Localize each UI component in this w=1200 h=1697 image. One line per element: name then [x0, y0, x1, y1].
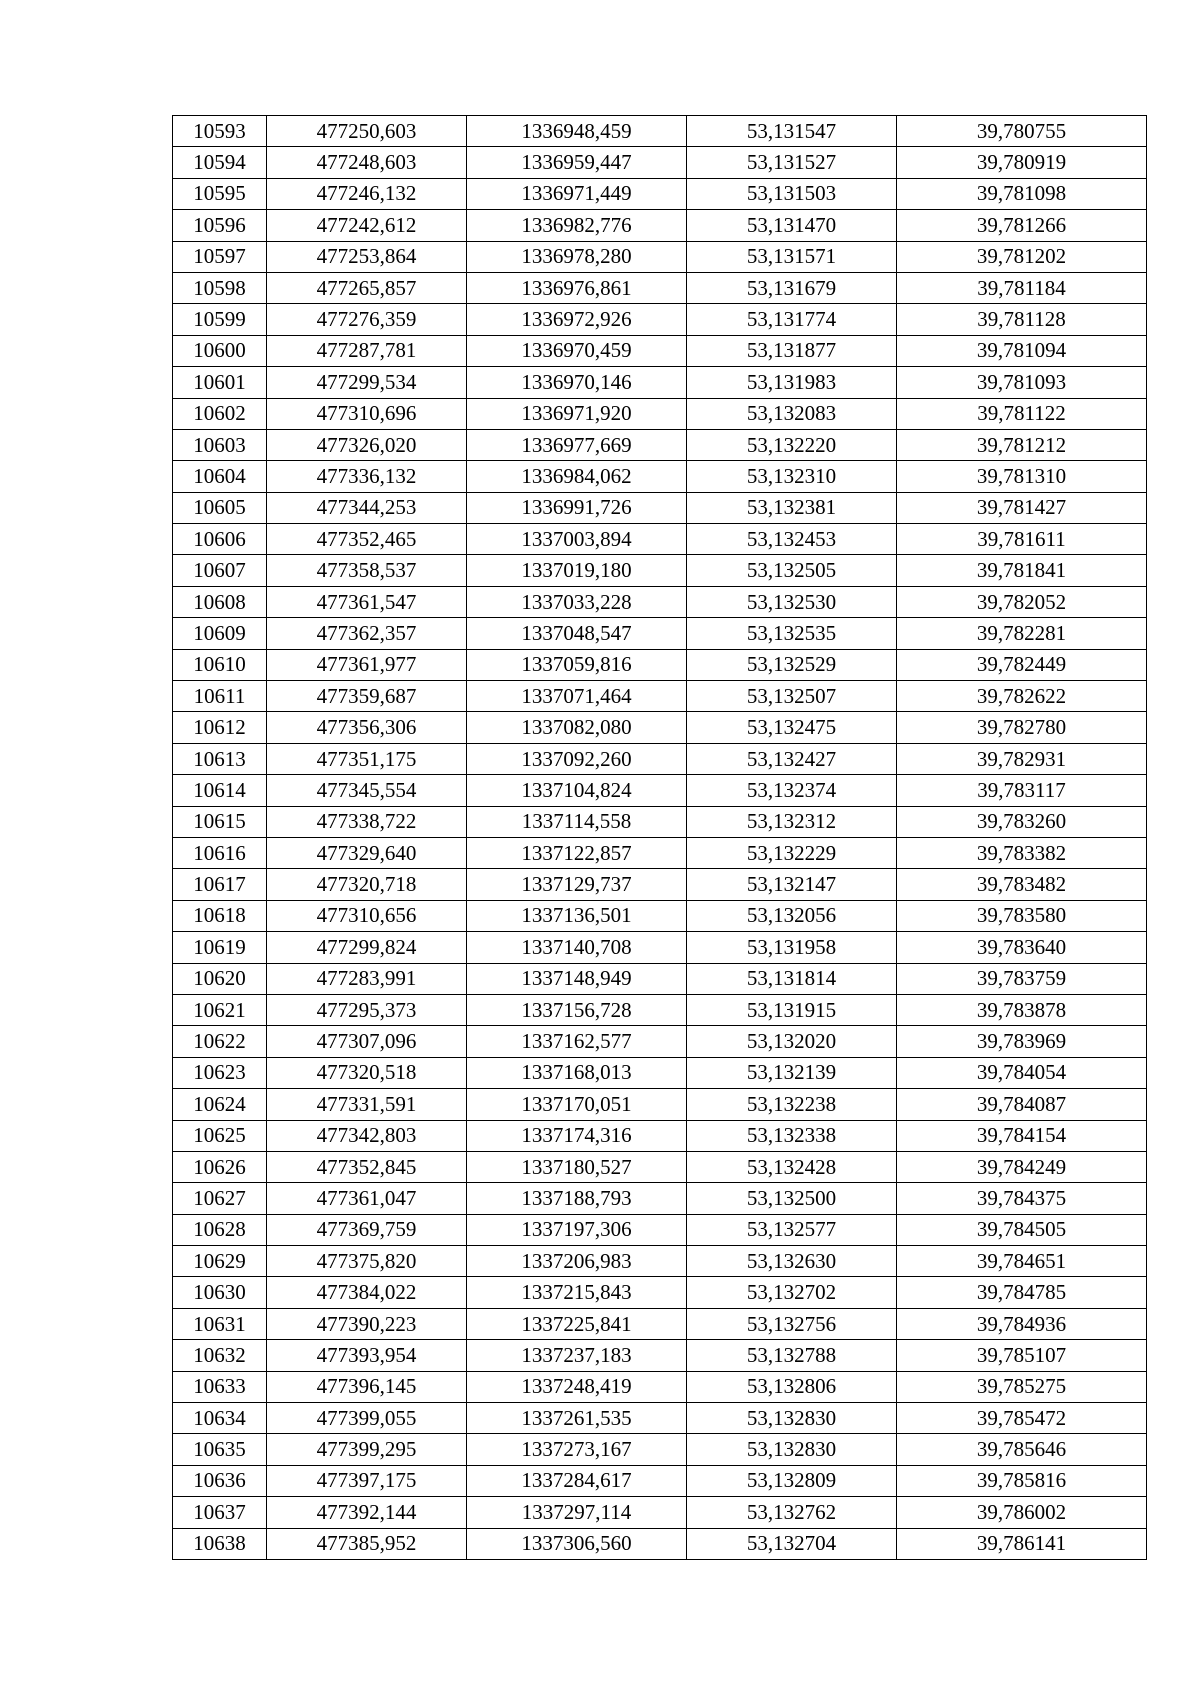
y-coordinate-cell: 1337170,051	[467, 1089, 687, 1120]
longitude-cell: 39,781093	[897, 367, 1147, 398]
table-row	[173, 1183, 1147, 1214]
y-coordinate-cell: 1336976,861	[467, 272, 687, 303]
table-row	[173, 932, 1147, 963]
point-number-cell: 10599	[173, 304, 267, 335]
latitude-cell: 53,131547	[687, 116, 897, 147]
longitude-cell: 39,781128	[897, 304, 1147, 335]
latitude-cell: 53,132529	[687, 649, 897, 680]
point-number-cell: 10606	[173, 524, 267, 555]
longitude-cell: 39,784505	[897, 1214, 1147, 1245]
latitude-cell: 53,131679	[687, 272, 897, 303]
point-number-cell: 10636	[173, 1465, 267, 1496]
table-row	[173, 1057, 1147, 1088]
y-coordinate-cell: 1337129,737	[467, 869, 687, 900]
latitude-cell: 53,131958	[687, 932, 897, 963]
longitude-cell: 39,785646	[897, 1434, 1147, 1465]
x-coordinate-cell: 477342,803	[267, 1120, 467, 1151]
x-coordinate-cell: 477351,175	[267, 743, 467, 774]
y-coordinate-cell: 1336948,459	[467, 116, 687, 147]
longitude-cell: 39,785816	[897, 1465, 1147, 1496]
point-number-cell: 10608	[173, 586, 267, 617]
y-coordinate-cell: 1336984,062	[467, 461, 687, 492]
y-coordinate-cell: 1337225,841	[467, 1308, 687, 1339]
longitude-cell: 39,784375	[897, 1183, 1147, 1214]
y-coordinate-cell: 1336971,449	[467, 178, 687, 209]
longitude-cell: 39,781122	[897, 398, 1147, 429]
y-coordinate-cell: 1336978,280	[467, 241, 687, 272]
point-number-cell: 10624	[173, 1089, 267, 1120]
x-coordinate-cell: 477369,759	[267, 1214, 467, 1245]
table-row	[173, 743, 1147, 774]
point-number-cell: 10607	[173, 555, 267, 586]
latitude-cell: 53,132381	[687, 492, 897, 523]
table-row	[173, 524, 1147, 555]
longitude-cell: 39,784785	[897, 1277, 1147, 1308]
longitude-cell: 39,781310	[897, 461, 1147, 492]
table-row	[173, 1497, 1147, 1528]
x-coordinate-cell: 477375,820	[267, 1246, 467, 1277]
longitude-cell: 39,783260	[897, 806, 1147, 837]
latitude-cell: 53,131527	[687, 147, 897, 178]
point-number-cell: 10605	[173, 492, 267, 523]
table-row	[173, 1120, 1147, 1151]
point-number-cell: 10622	[173, 1026, 267, 1057]
longitude-cell: 39,781094	[897, 335, 1147, 366]
latitude-cell: 53,132428	[687, 1151, 897, 1182]
point-number-cell: 10625	[173, 1120, 267, 1151]
x-coordinate-cell: 477361,547	[267, 586, 467, 617]
latitude-cell: 53,132427	[687, 743, 897, 774]
latitude-cell: 53,131774	[687, 304, 897, 335]
y-coordinate-cell: 1337306,560	[467, 1528, 687, 1559]
table-row	[173, 461, 1147, 492]
point-number-cell: 10620	[173, 963, 267, 994]
latitude-cell: 53,131814	[687, 963, 897, 994]
latitude-cell: 53,131915	[687, 994, 897, 1025]
longitude-cell: 39,781212	[897, 429, 1147, 460]
x-coordinate-cell: 477295,373	[267, 994, 467, 1025]
table-row	[173, 1151, 1147, 1182]
table-row	[173, 1277, 1147, 1308]
x-coordinate-cell: 477359,687	[267, 681, 467, 712]
latitude-cell: 53,132020	[687, 1026, 897, 1057]
longitude-cell: 39,783759	[897, 963, 1147, 994]
y-coordinate-cell: 1337003,894	[467, 524, 687, 555]
y-coordinate-cell: 1337140,708	[467, 932, 687, 963]
table-row	[173, 210, 1147, 241]
y-coordinate-cell: 1337237,183	[467, 1340, 687, 1371]
longitude-cell: 39,786002	[897, 1497, 1147, 1528]
x-coordinate-cell: 477396,145	[267, 1371, 467, 1402]
x-coordinate-cell: 477265,857	[267, 272, 467, 303]
longitude-cell: 39,784249	[897, 1151, 1147, 1182]
longitude-cell: 39,782622	[897, 681, 1147, 712]
table-row	[173, 1371, 1147, 1402]
table-row	[173, 1434, 1147, 1465]
table-row	[173, 367, 1147, 398]
point-number-cell: 10630	[173, 1277, 267, 1308]
table-row	[173, 1340, 1147, 1371]
y-coordinate-cell: 1337082,080	[467, 712, 687, 743]
x-coordinate-cell: 477307,096	[267, 1026, 467, 1057]
latitude-cell: 53,132338	[687, 1120, 897, 1151]
longitude-cell: 39,781427	[897, 492, 1147, 523]
table-row	[173, 837, 1147, 868]
point-number-cell: 10613	[173, 743, 267, 774]
latitude-cell: 53,132535	[687, 618, 897, 649]
x-coordinate-cell: 477331,591	[267, 1089, 467, 1120]
point-number-cell: 10593	[173, 116, 267, 147]
y-coordinate-cell: 1337174,316	[467, 1120, 687, 1151]
latitude-cell: 53,132630	[687, 1246, 897, 1277]
table-row	[173, 1089, 1147, 1120]
y-coordinate-cell: 1336977,669	[467, 429, 687, 460]
longitude-cell: 39,782281	[897, 618, 1147, 649]
table-row	[173, 335, 1147, 366]
y-coordinate-cell: 1336991,726	[467, 492, 687, 523]
latitude-cell: 53,132312	[687, 806, 897, 837]
latitude-cell: 53,132507	[687, 681, 897, 712]
point-number-cell: 10612	[173, 712, 267, 743]
y-coordinate-cell: 1337261,535	[467, 1403, 687, 1434]
y-coordinate-cell: 1337136,501	[467, 900, 687, 931]
table-row	[173, 806, 1147, 837]
latitude-cell: 53,131983	[687, 367, 897, 398]
point-number-cell: 10604	[173, 461, 267, 492]
y-coordinate-cell: 1337215,843	[467, 1277, 687, 1308]
table-row	[173, 178, 1147, 209]
latitude-cell: 53,132762	[687, 1497, 897, 1528]
latitude-cell: 53,132577	[687, 1214, 897, 1245]
point-number-cell: 10596	[173, 210, 267, 241]
point-number-cell: 10638	[173, 1528, 267, 1559]
x-coordinate-cell: 477248,603	[267, 147, 467, 178]
table-row	[173, 963, 1147, 994]
latitude-cell: 53,131470	[687, 210, 897, 241]
latitude-cell: 53,132147	[687, 869, 897, 900]
longitude-cell: 39,781202	[897, 241, 1147, 272]
longitude-cell: 39,783482	[897, 869, 1147, 900]
x-coordinate-cell: 477399,055	[267, 1403, 467, 1434]
y-coordinate-cell: 1337122,857	[467, 837, 687, 868]
y-coordinate-cell: 1336959,447	[467, 147, 687, 178]
longitude-cell: 39,781184	[897, 272, 1147, 303]
point-number-cell: 10602	[173, 398, 267, 429]
point-number-cell: 10623	[173, 1057, 267, 1088]
latitude-cell: 53,132830	[687, 1403, 897, 1434]
table-row	[173, 775, 1147, 806]
x-coordinate-cell: 477338,722	[267, 806, 467, 837]
x-coordinate-cell: 477310,696	[267, 398, 467, 429]
table-row	[173, 649, 1147, 680]
x-coordinate-cell: 477345,554	[267, 775, 467, 806]
x-coordinate-cell: 477385,952	[267, 1528, 467, 1559]
y-coordinate-cell: 1337188,793	[467, 1183, 687, 1214]
y-coordinate-cell: 1337071,464	[467, 681, 687, 712]
longitude-cell: 39,785275	[897, 1371, 1147, 1402]
table-row	[173, 1246, 1147, 1277]
y-coordinate-cell: 1337284,617	[467, 1465, 687, 1496]
point-number-cell: 10632	[173, 1340, 267, 1371]
latitude-cell: 53,132310	[687, 461, 897, 492]
x-coordinate-cell: 477361,977	[267, 649, 467, 680]
y-coordinate-cell: 1337248,419	[467, 1371, 687, 1402]
x-coordinate-cell: 477399,295	[267, 1434, 467, 1465]
latitude-cell: 53,132139	[687, 1057, 897, 1088]
longitude-cell: 39,781098	[897, 178, 1147, 209]
table-row	[173, 1403, 1147, 1434]
x-coordinate-cell: 477358,537	[267, 555, 467, 586]
latitude-cell: 53,131503	[687, 178, 897, 209]
longitude-cell: 39,780919	[897, 147, 1147, 178]
point-number-cell: 10610	[173, 649, 267, 680]
coordinates-table-body	[173, 116, 1147, 1560]
y-coordinate-cell: 1337206,983	[467, 1246, 687, 1277]
x-coordinate-cell: 477283,991	[267, 963, 467, 994]
latitude-cell: 53,132756	[687, 1308, 897, 1339]
latitude-cell: 53,132374	[687, 775, 897, 806]
latitude-cell: 53,132056	[687, 900, 897, 931]
table-row	[173, 398, 1147, 429]
longitude-cell: 39,784087	[897, 1089, 1147, 1120]
table-row	[173, 241, 1147, 272]
y-coordinate-cell: 1337033,228	[467, 586, 687, 617]
longitude-cell: 39,783640	[897, 932, 1147, 963]
x-coordinate-cell: 477253,864	[267, 241, 467, 272]
y-coordinate-cell: 1336972,926	[467, 304, 687, 335]
x-coordinate-cell: 477320,718	[267, 869, 467, 900]
latitude-cell: 53,132453	[687, 524, 897, 555]
latitude-cell: 53,132083	[687, 398, 897, 429]
longitude-cell: 39,783878	[897, 994, 1147, 1025]
point-number-cell: 10614	[173, 775, 267, 806]
longitude-cell: 39,782449	[897, 649, 1147, 680]
table-row	[173, 994, 1147, 1025]
point-number-cell: 10627	[173, 1183, 267, 1214]
point-number-cell: 10603	[173, 429, 267, 460]
x-coordinate-cell: 477310,656	[267, 900, 467, 931]
x-coordinate-cell: 477320,518	[267, 1057, 467, 1088]
longitude-cell: 39,785107	[897, 1340, 1147, 1371]
point-number-cell: 10594	[173, 147, 267, 178]
table-row	[173, 618, 1147, 649]
y-coordinate-cell: 1336970,146	[467, 367, 687, 398]
x-coordinate-cell: 477242,612	[267, 210, 467, 241]
x-coordinate-cell: 477344,253	[267, 492, 467, 523]
longitude-cell: 39,783969	[897, 1026, 1147, 1057]
longitude-cell: 39,780755	[897, 116, 1147, 147]
point-number-cell: 10615	[173, 806, 267, 837]
longitude-cell: 39,786141	[897, 1528, 1147, 1559]
latitude-cell: 53,132229	[687, 837, 897, 868]
longitude-cell: 39,782780	[897, 712, 1147, 743]
y-coordinate-cell: 1337180,527	[467, 1151, 687, 1182]
table-row	[173, 1026, 1147, 1057]
point-number-cell: 10634	[173, 1403, 267, 1434]
coordinates-table	[172, 115, 1147, 1560]
point-number-cell: 10637	[173, 1497, 267, 1528]
x-coordinate-cell: 477384,022	[267, 1277, 467, 1308]
longitude-cell: 39,781841	[897, 555, 1147, 586]
y-coordinate-cell: 1337197,306	[467, 1214, 687, 1245]
latitude-cell: 53,132530	[687, 586, 897, 617]
longitude-cell: 39,784154	[897, 1120, 1147, 1151]
x-coordinate-cell: 477352,845	[267, 1151, 467, 1182]
y-coordinate-cell: 1337162,577	[467, 1026, 687, 1057]
y-coordinate-cell: 1336982,776	[467, 210, 687, 241]
point-number-cell: 10597	[173, 241, 267, 272]
table-row	[173, 147, 1147, 178]
y-coordinate-cell: 1337019,180	[467, 555, 687, 586]
point-number-cell: 10621	[173, 994, 267, 1025]
y-coordinate-cell: 1337114,558	[467, 806, 687, 837]
x-coordinate-cell: 477361,047	[267, 1183, 467, 1214]
table-row	[173, 429, 1147, 460]
longitude-cell: 39,784651	[897, 1246, 1147, 1277]
point-number-cell: 10598	[173, 272, 267, 303]
y-coordinate-cell: 1337092,260	[467, 743, 687, 774]
latitude-cell: 53,132788	[687, 1340, 897, 1371]
point-number-cell: 10629	[173, 1246, 267, 1277]
latitude-cell: 53,132702	[687, 1277, 897, 1308]
longitude-cell: 39,783117	[897, 775, 1147, 806]
y-coordinate-cell: 1337297,114	[467, 1497, 687, 1528]
point-number-cell: 10628	[173, 1214, 267, 1245]
longitude-cell: 39,783580	[897, 900, 1147, 931]
point-number-cell: 10600	[173, 335, 267, 366]
y-coordinate-cell: 1337048,547	[467, 618, 687, 649]
point-number-cell: 10631	[173, 1308, 267, 1339]
x-coordinate-cell: 477299,824	[267, 932, 467, 963]
y-coordinate-cell: 1336971,920	[467, 398, 687, 429]
latitude-cell: 53,132220	[687, 429, 897, 460]
longitude-cell: 39,782052	[897, 586, 1147, 617]
point-number-cell: 10617	[173, 869, 267, 900]
table-row	[173, 869, 1147, 900]
table-row	[173, 586, 1147, 617]
table-row	[173, 555, 1147, 586]
longitude-cell: 39,784054	[897, 1057, 1147, 1088]
x-coordinate-cell: 477336,132	[267, 461, 467, 492]
table-row	[173, 681, 1147, 712]
y-coordinate-cell: 1336970,459	[467, 335, 687, 366]
latitude-cell: 53,132830	[687, 1434, 897, 1465]
y-coordinate-cell: 1337156,728	[467, 994, 687, 1025]
point-number-cell: 10595	[173, 178, 267, 209]
point-number-cell: 10601	[173, 367, 267, 398]
x-coordinate-cell: 477250,603	[267, 116, 467, 147]
point-number-cell: 10618	[173, 900, 267, 931]
latitude-cell: 53,132806	[687, 1371, 897, 1402]
latitude-cell: 53,132500	[687, 1183, 897, 1214]
latitude-cell: 53,132704	[687, 1528, 897, 1559]
x-coordinate-cell: 477299,534	[267, 367, 467, 398]
latitude-cell: 53,132238	[687, 1089, 897, 1120]
table-row	[173, 116, 1147, 147]
x-coordinate-cell: 477390,223	[267, 1308, 467, 1339]
x-coordinate-cell: 477329,640	[267, 837, 467, 868]
longitude-cell: 39,783382	[897, 837, 1147, 868]
y-coordinate-cell: 1337104,824	[467, 775, 687, 806]
x-coordinate-cell: 477356,306	[267, 712, 467, 743]
latitude-cell: 53,132505	[687, 555, 897, 586]
x-coordinate-cell: 477246,132	[267, 178, 467, 209]
y-coordinate-cell: 1337148,949	[467, 963, 687, 994]
longitude-cell: 39,784936	[897, 1308, 1147, 1339]
point-number-cell: 10616	[173, 837, 267, 868]
x-coordinate-cell: 477352,465	[267, 524, 467, 555]
y-coordinate-cell: 1337273,167	[467, 1434, 687, 1465]
latitude-cell: 53,131571	[687, 241, 897, 272]
longitude-cell: 39,782931	[897, 743, 1147, 774]
point-number-cell: 10626	[173, 1151, 267, 1182]
latitude-cell: 53,132809	[687, 1465, 897, 1496]
longitude-cell: 39,781611	[897, 524, 1147, 555]
y-coordinate-cell: 1337059,816	[467, 649, 687, 680]
longitude-cell: 39,785472	[897, 1403, 1147, 1434]
point-number-cell: 10619	[173, 932, 267, 963]
x-coordinate-cell: 477326,020	[267, 429, 467, 460]
point-number-cell: 10611	[173, 681, 267, 712]
y-coordinate-cell: 1337168,013	[467, 1057, 687, 1088]
x-coordinate-cell: 477276,359	[267, 304, 467, 335]
table-row	[173, 900, 1147, 931]
x-coordinate-cell: 477362,357	[267, 618, 467, 649]
table-row	[173, 1528, 1147, 1559]
x-coordinate-cell: 477393,954	[267, 1340, 467, 1371]
x-coordinate-cell: 477397,175	[267, 1465, 467, 1496]
table-row	[173, 492, 1147, 523]
table-row	[173, 1214, 1147, 1245]
table-row	[173, 304, 1147, 335]
latitude-cell: 53,132475	[687, 712, 897, 743]
longitude-cell: 39,781266	[897, 210, 1147, 241]
table-row	[173, 272, 1147, 303]
latitude-cell: 53,131877	[687, 335, 897, 366]
point-number-cell: 10609	[173, 618, 267, 649]
table-row	[173, 1465, 1147, 1496]
x-coordinate-cell: 477287,781	[267, 335, 467, 366]
table-row	[173, 712, 1147, 743]
x-coordinate-cell: 477392,144	[267, 1497, 467, 1528]
point-number-cell: 10635	[173, 1434, 267, 1465]
table-row	[173, 1308, 1147, 1339]
point-number-cell: 10633	[173, 1371, 267, 1402]
